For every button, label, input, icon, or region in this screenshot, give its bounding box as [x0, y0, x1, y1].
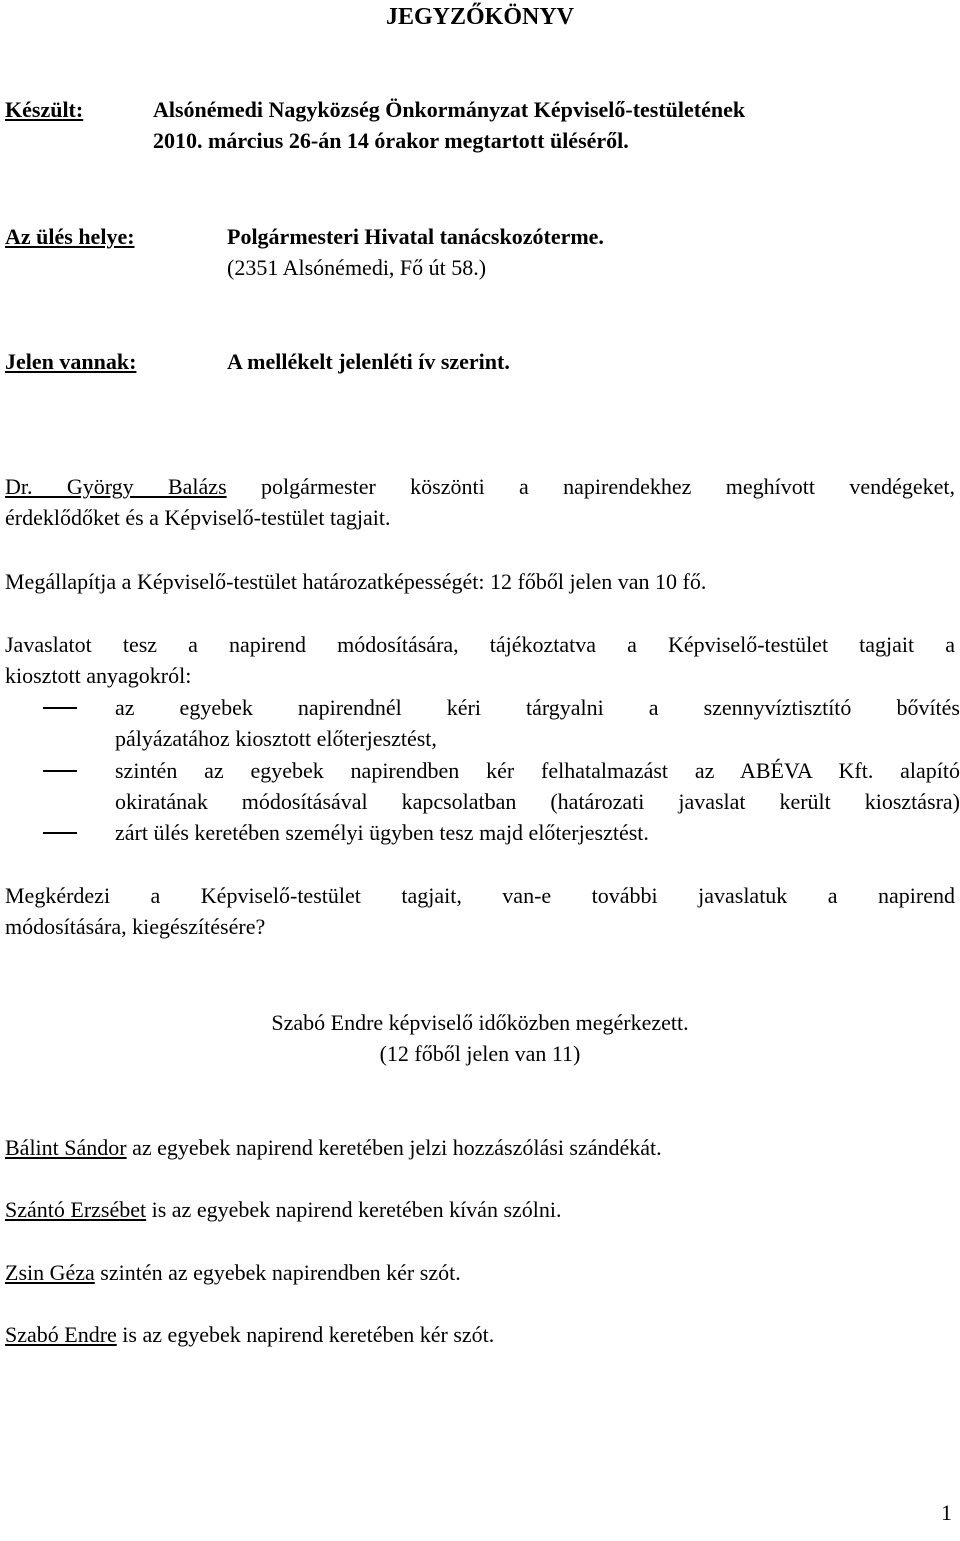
jelen-value: A mellékelt jelenléti ív szerint. — [227, 349, 510, 374]
proposal-line1: Javaslatot tesz a napirend módosítására, tájékoztatva a Képviselő-testület tagjait a — [5, 632, 955, 657]
paragraph-quorum — [5, 566, 955, 597]
page-number: 1 — [941, 1500, 952, 1525]
paragraph-proposal — [5, 629, 955, 691]
hely-line1: Polgármesteri Hivatal tanácskozóterme. — [227, 224, 604, 249]
speaker-statement — [5, 1132, 955, 1163]
speaker-name: Bálint Sándor — [5, 1135, 127, 1160]
list-item-line1: az egyebek napirendnél kéri tárgyalni a szennyvíztisztító bővítés — [115, 695, 960, 720]
speaker-text: szintén az egyebek napirendben kér szót. — [94, 1260, 461, 1285]
jelen-label: Jelen vannak: — [5, 349, 137, 374]
greeting-line2: érdeklődőket és a Képviselő-testület tagjait. — [5, 505, 391, 530]
quorum-text: Megállapítja a Képviselő-testület határozatképességét: 12 főből jelen van 10 fő. — [5, 569, 707, 594]
dash-bullet — [43, 707, 77, 709]
proposal-line2: kiosztott anyagokról: — [5, 663, 192, 688]
speaker-statement — [5, 1319, 955, 1350]
dash-bullet — [43, 770, 77, 772]
speaker-statement — [5, 1257, 955, 1288]
speaker-name: Dr. György Balázs — [5, 474, 227, 499]
keszult-label: Készült: — [5, 97, 84, 122]
arrival-notice: Szabó Endre képviselő időközben megérkezett. — [271, 1010, 689, 1035]
greeting-line1-text: polgármester köszönti a napirendekhez meghívott vendégeket, — [226, 474, 955, 499]
speaker-name: Szabó Endre — [5, 1322, 117, 1347]
hely-label: Az ülés helye: — [5, 224, 135, 249]
dash-bullet — [43, 832, 77, 834]
list-item-line2: pályázatához kiosztott előterjesztést, — [115, 726, 437, 751]
speaker-name: Zsin Géza — [5, 1260, 95, 1285]
speaker-statement — [5, 1194, 955, 1225]
question-line1: Megkérdezi a Képviselő-testület tagjait, van-e további javaslatuk a napirend — [5, 883, 955, 908]
speaker-text: is az egyebek napirend keretében kíván szólni. — [146, 1197, 562, 1222]
speaker-name: Szántó Erzsébet — [5, 1197, 147, 1222]
speaker-text: is az egyebek napirend keretében kér szót. — [116, 1322, 495, 1347]
paragraph-question — [5, 880, 955, 942]
list-item-line1: szintén az egyebek napirendben kér felhatalmazást az ABÉVA Kft. alapító — [115, 758, 960, 783]
hely-line2: (2351 Alsónémedi, Fő út 58.) — [227, 255, 487, 280]
document-title: JEGYZŐKÖNYV — [385, 4, 574, 30]
attendance-count: (12 főből jelen van 11) — [379, 1041, 581, 1066]
speaker-text: az egyebek napirend keretében jelzi hozzászólási szándékát. — [126, 1135, 662, 1160]
question-line2: módosítására, kiegészítésére? — [5, 914, 266, 939]
keszult-line2: 2010. március 26-án 14 órakor megtartott üléséről. — [153, 128, 629, 153]
keszult-line1: Alsónémedi Nagyközség Önkormányzat Képviselő-testületének — [153, 97, 746, 122]
list-item-line1: zárt ülés keretében személyi ügyben tesz majd előterjesztést. — [115, 820, 649, 845]
list-item-line2: okiratának módosításával kapcsolatban (határozati javaslat került kiosztásra) — [115, 789, 960, 814]
paragraph-greeting — [5, 471, 955, 533]
